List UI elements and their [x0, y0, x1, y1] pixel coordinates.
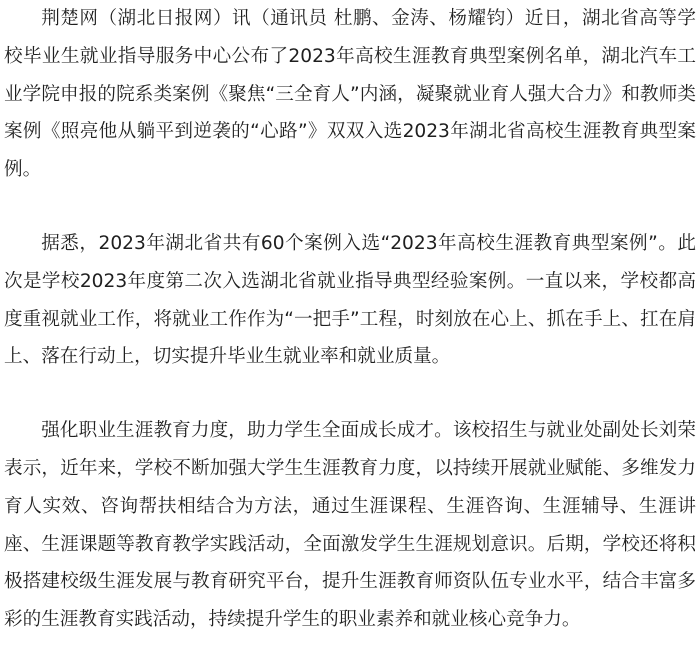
paragraph-career-education: 强化职业生涯教育力度，助力学生全面成长成才。该校招生与就业处副处长刘荣表示，近年来，学校不断加强大学生生涯教育力度，以持续开展就业赋能、多维发力育人实效、咨询帮扶相结合为方法，通过生涯课程、生涯咨询、生涯辅导、生涯讲座、生涯课题等教育教学实践活动，全面激发学生生涯规划意识。后期，学校还将积极搭建校级生涯发展与教育研究平台，提升生涯教育师资队伍专业水平，结合丰富多彩的生涯教育实践活动，持续提升学生的职业素养和就业核心竞争力。	[4, 420, 696, 631]
article-body	[4, 0, 696, 639]
paragraph-background: 据悉，2023年湖北省共有60个案例入选“2023年高校生涯教育典型案例”。此次是学校2023年度第二次入选湖北省就业指导典型经验案例。一直以来，学校都高度重视就业工作，将就业工作作为“一把手”工程，时刻放在心上、抓在手上、扛在肩上、落在行动上，切实提升毕业生就业率和就业质量。	[4, 232, 696, 368]
paragraph-intro: 荆楚网（湖北日报网）讯（通讯员 杜鹏、金涛、杨耀钧）近日，湖北省高等学校毕业生就业指导服务中心公布了2023年高校生涯教育典型案例名单，湖北汽车工业学院申报的院系类案例《聚焦“三全育人”内涵，凝聚就业育人强大合力》和教师类案例《照亮他从躺平到逆袭的“心路”》双双入选2023年湖北省高校生涯教育典型案例。	[4, 8, 696, 181]
